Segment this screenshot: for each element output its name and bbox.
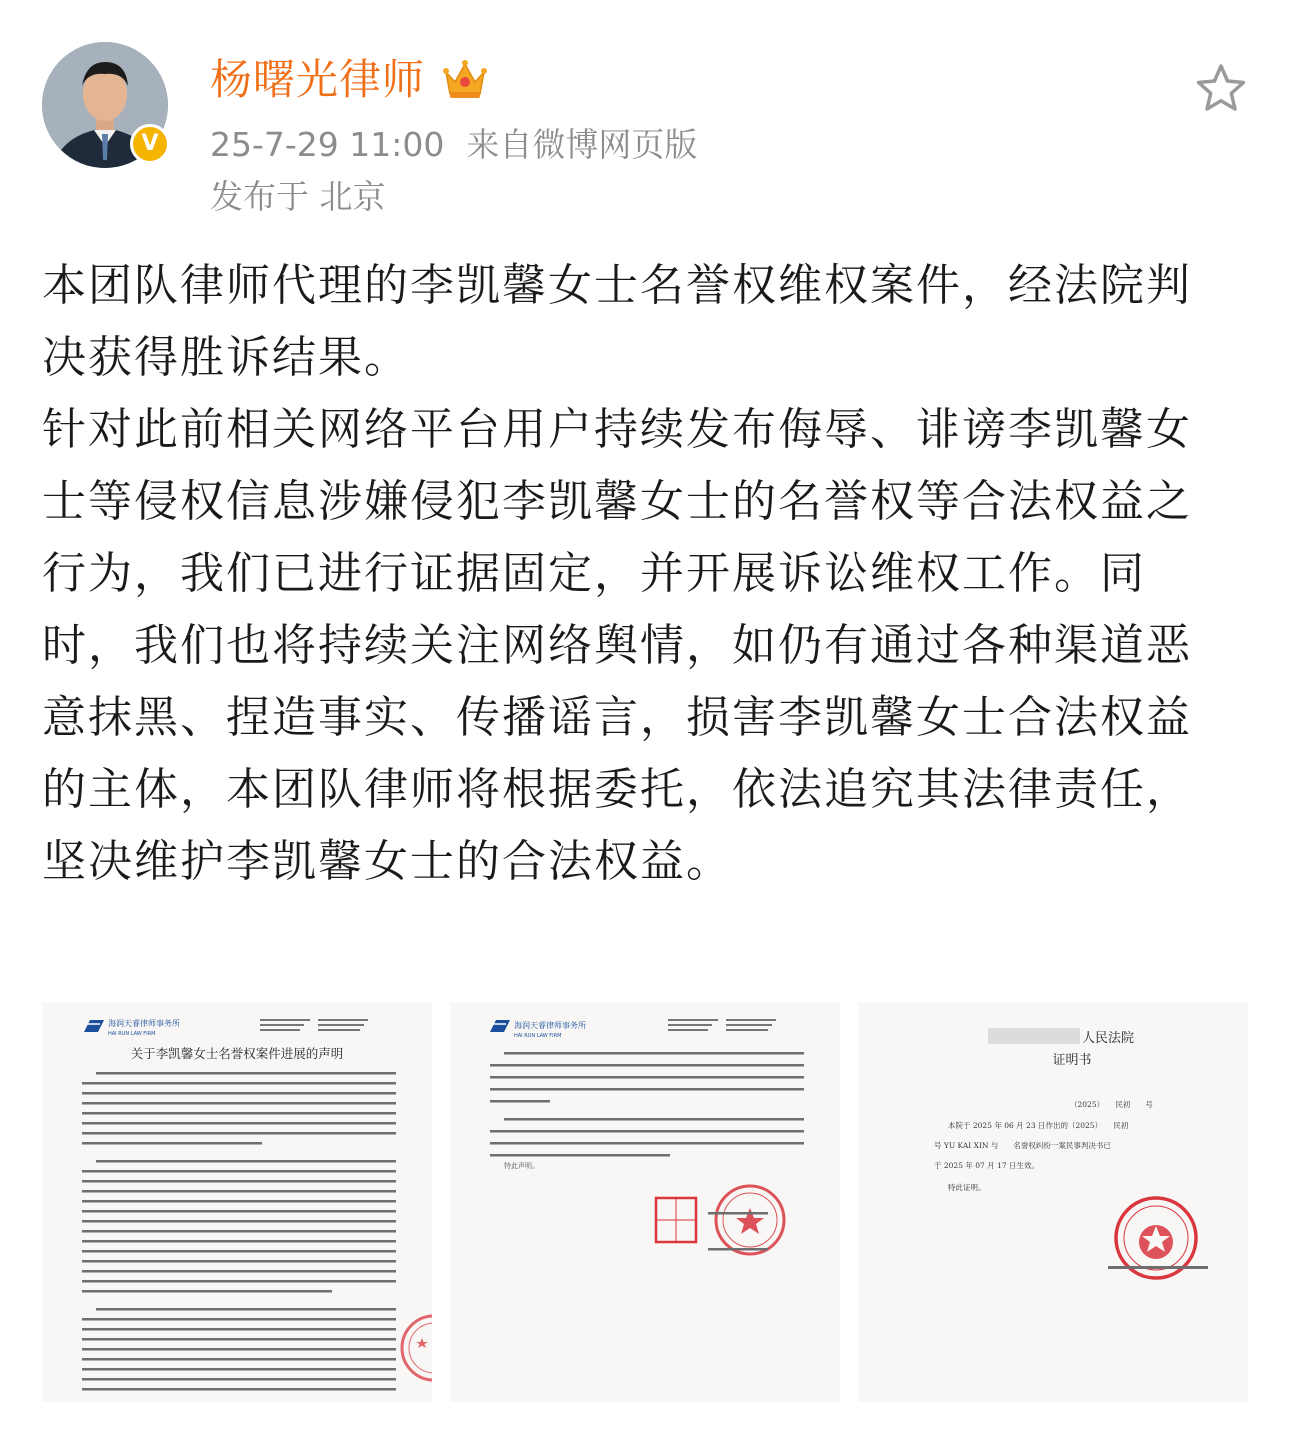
case-number: （2025） 民初 号 (1070, 1100, 1153, 1109)
post-paragraph: 针对此前相关网络平台用户持续发布侮辱、诽谤李凯馨女士等侵权信息涉嫌侵犯李凯馨女士的名誉权等合法权益之行为，我们已进行证据固定，并开展诉讼维权工作。同时，我们也将持续关注网络舆情，如仍有通过各种渠道恶意抹黑、捏造事实、传播谣言，损害李凯馨女士合法权益的主体，本团队律师将根据委托，依法追究其法律责任，坚决维护李凯馨女士的合法权益。 (42, 404, 1192, 887)
redacted-block (988, 1028, 1080, 1044)
post-source: 来自微博网页版 (466, 125, 698, 164)
certificate-closing: 特此证明。 (948, 1183, 986, 1192)
document-closing: 特此声明。 (504, 1162, 539, 1170)
firm-name-cn: 海润天睿律师事务所 (514, 1021, 586, 1030)
favorite-star-icon[interactable] (1194, 62, 1248, 114)
document-title: 关于李凯馨女士名誉权案件进展的声明 (130, 1046, 344, 1061)
image-law-firm-statement-page-2[interactable] (450, 1002, 840, 1402)
avatar[interactable] (42, 42, 168, 168)
image-grid (42, 1002, 1248, 1406)
image-law-firm-statement-page-1[interactable] (42, 1002, 432, 1402)
certificate-line-2: 号 YU KAI XIN 与 名誉权纠纷一案民事判决书已 (934, 1141, 1111, 1150)
crown-icon[interactable] (442, 58, 488, 102)
certificate-title: 证明书 (1052, 1053, 1092, 1068)
username[interactable]: 杨曙光律师 (210, 55, 426, 104)
court-name: 人民法院 (1082, 1031, 1135, 1046)
firm-name-en: HAI RUN LAW FIRM (108, 1031, 156, 1037)
certificate-line-3: 于 2025 年 07 月 17 日生效。 (934, 1161, 1039, 1170)
post-timestamp[interactable]: 25-7-29 11:00 (210, 125, 445, 164)
post-content (42, 250, 1217, 898)
certificate-line-1: 本院于 2025 年 06 月 23 日作出的（2025） 民初 (948, 1121, 1129, 1130)
post-meta (210, 122, 697, 168)
firm-name-en: HAI RUN LAW FIRM (514, 1033, 562, 1039)
image-court-certificate[interactable] (858, 1002, 1248, 1402)
firm-name-cn: 海润天睿律师事务所 (108, 1019, 180, 1028)
verified-v-icon: V (130, 124, 170, 164)
post-location: 发布于 北京 (210, 177, 386, 216)
post-paragraph: 本团队律师代理的李凯馨女士名誉权维权案件，经法院判决获得胜诉结果。 (42, 260, 1192, 383)
